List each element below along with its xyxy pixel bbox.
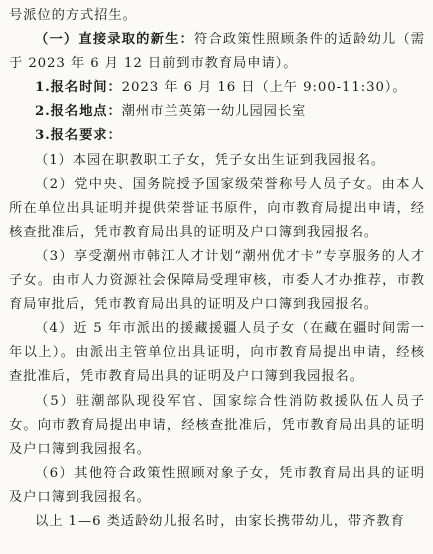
section-direct-admission: （一）直接录取的新生：符合政策性照顾条件的适龄幼儿（需于 2023 年 6 月 12 日前到市教育局申请）。 (9, 32, 425, 72)
registration-location (9, 100, 425, 124)
requirement-item-4: （4）近 5 年市派出的援藏援疆人员子女（在藏在疆时间需一年以上）。由派出主管单位出具证明，向市教育局提出申请，经核查批准后，凭市教育局出具的证明及户口簿到我园报名。 (9, 321, 425, 385)
registration-location-label: 2.报名地点： (35, 104, 122, 120)
registration-location-value: 潮州市兰英第一幼儿园园长室 (121, 104, 307, 120)
registration-requirements (9, 124, 425, 148)
requirement-item-3: （3）享受潮州市韩江人才计划“潮州优才卡”专享服务的人才子女。由市人力资源社会保障局受理审核，市委人才办推荐，市教育局审批后，凭市教育局出具的证明及户口簿到我园报名。 (9, 248, 425, 313)
requirement-item-5: （5）驻潮部队现役军官、国家综合性消防救援队伍人员子女。向市教育局提出申请，经核查批准后，凭市教育局出具的证明及户口簿到我园报名。 (9, 393, 425, 457)
requirement-item-1: （1）本园在职教职工子女，凭子女出生证到我园报名。 (35, 152, 386, 168)
requirement-item-2: （2）党中央、国务院授予国家级荣誉称号人员子女。由本人所在单位出具证明并提供荣誉证书原件，向市教育局提出申请，经核查批准后，凭市教育局出具的证明及户口簿到我园报名。 (9, 176, 425, 240)
requirement-item-6: （6）其他符合政策性照顾对象子女，凭市教育局出具的证明及户口簿到我园报名。 (9, 465, 425, 505)
registration-requirements-label: 3.报名要求： (35, 128, 122, 144)
registration-time (9, 76, 425, 100)
section-heading: （一）直接录取的新生： (35, 32, 194, 48)
registration-time-label: 1.报名时间： (35, 80, 122, 96)
paragraph-intro-tail: 号派位的方式招生。 (9, 8, 137, 23)
registration-time-value: 2023 年 6 月 16 日（上午 9:00-11:30）。 (121, 80, 407, 96)
closing-paragraph: 以上 1—6 类适龄幼儿报名时，由家长携带幼儿，带齐教育 (35, 513, 405, 529)
